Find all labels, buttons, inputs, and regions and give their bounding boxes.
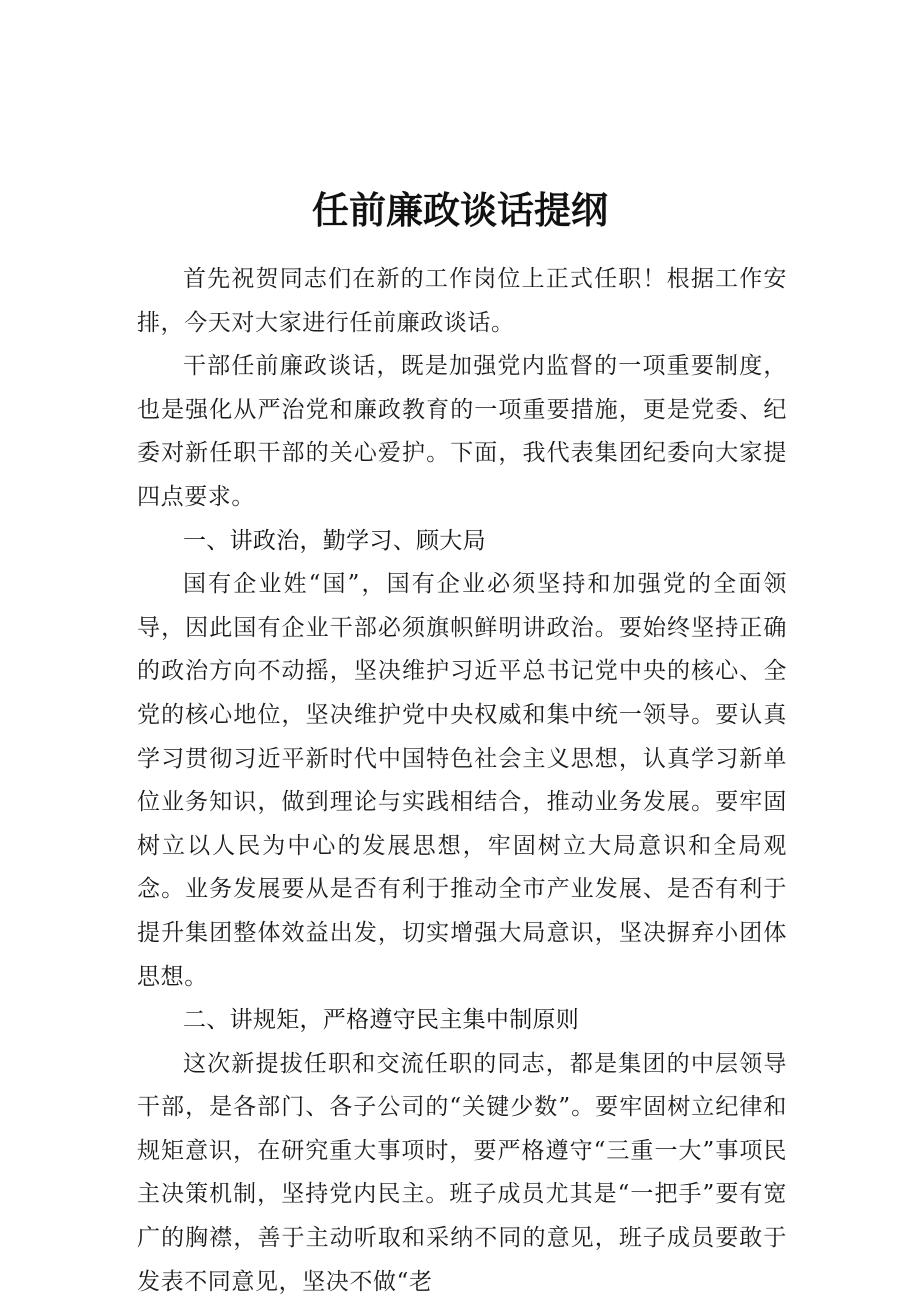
section-text-1: 国有企业姓“国”，国有企业必须坚持和加强党的全面领导，因此国有企业干部必须旗帜鲜明讲政治。要始终坚持正确的政治方向不动摇，坚决维护习近平总书记党中央的核心、全党的核心地位，坚决维护党中央权威和集中统一领导。要认真学习贯彻习近平新时代中国特色社会主义思想，认真学习新单位业务知识，做到理论与实践相结合，推动业务发展。要牢固树立以人民为中心的发展思想，牢固树立大局意识和全局观念。业务发展要从是否有利于推动全市产业发展、是否有利于提升集团整体效益出发，切实增强大局意识，坚决摒弃小团体思想。	[137, 571, 787, 990]
document-title: 任前廉政谈话提纲	[312, 188, 608, 232]
section-text-2: 这次新提拔任职和交流任职的同志，都是集团的中层领导干部，是各部门、各子公司的“关键少数”。要牢固树立纪律和规矩意识，在研究重大事项时，要严格遵守“三重一大”事项民主决策机制，坚持党内民主。班子成员尤其是“一把手”要有宽广的胸襟，善于主动听取和采纳不同的意见，班子成员要敢于发表不同意见，坚决不做“老	[137, 1050, 787, 1295]
document-body	[137, 258, 787, 1304]
section-heading-2: 二、讲规矩，严格遵守民主集中制原则	[183, 1007, 580, 1034]
purpose-paragraph: 干部任前廉政谈话，既是加强党内监督的一项重要制度，也是强化从严治党和廉政教育的一项重要措施，更是党委、纪委对新任职干部的关心爱护。下面，我代表集团纪委向大家提四点要求。	[137, 353, 787, 510]
section-heading-1: 一、讲政治，勤学习、顾大局	[183, 527, 486, 554]
intro-paragraph: 首先祝贺同志们在新的工作岗位上正式任职！根据工作安排，今天对大家进行任前廉政谈话。	[137, 266, 787, 336]
